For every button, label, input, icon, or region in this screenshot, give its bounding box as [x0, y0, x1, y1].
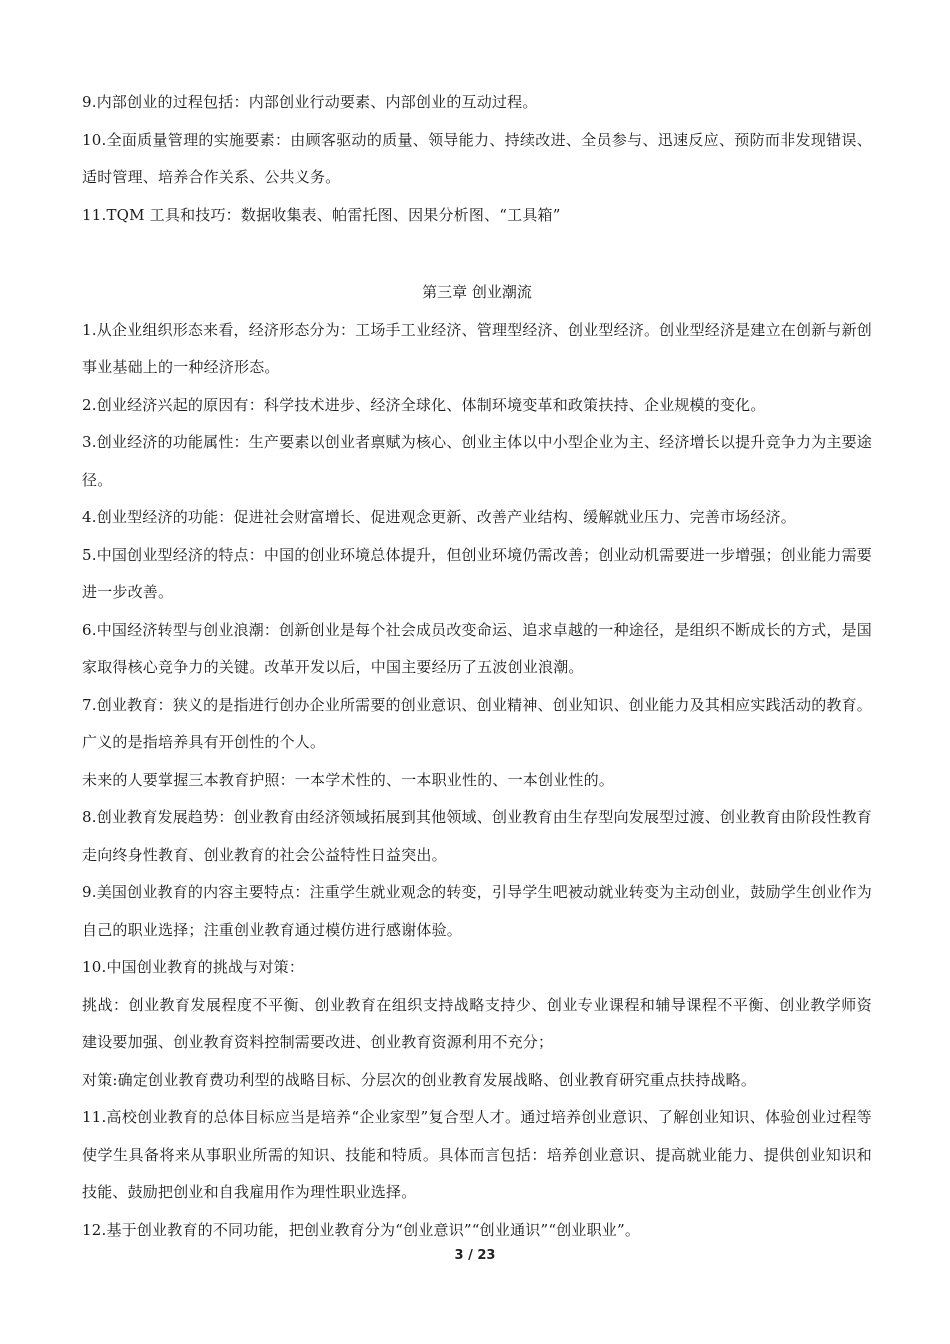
- section-gap: [82, 234, 872, 274]
- paragraph-10-strategy: 对策:确定创业教育费功利型的战略目标、分层次的创业教育发展战略、创业教育研究重点扶持战略。: [82, 1070, 757, 1089]
- paragraph-12: 12.基于创业教育的不同功能，把创业教育分为“创业意识”“创业通识”“创业职业”。: [82, 1220, 641, 1239]
- paragraph-10: 10.中国创业教育的挑战与对策：: [82, 958, 305, 976]
- paragraph-8: 8.创业教育发展趋势：创业教育由经济领域拓展到其他领域、创业教育由生存型向发展型过渡、创业教育由阶段性教育走向终身性教育、创业教育的社会公益特性日益突出。: [82, 808, 872, 864]
- paragraph-10-challenge: 挑战：创业教育发展程度不平衡、创业教育在组织支持战略支持少、创业专业课程和辅导课程不平衡、创业教学师资建设要加强、创业教育资料控制需要改进、创业教育资源利用不充分；: [82, 995, 872, 1051]
- paragraph-11: 11.高校创业教育的总体目标应当是培养“企业家型”复合型人才。通过培养创业意识、了解创业知识、体验创业过程等使学生具备将来从事职业所需的知识、技能和特质。具体而言包括：培养创业意识、提高就业能力、提供创业知识和技能、鼓励把创业和自我雇用作为理性职业选择。: [82, 1108, 872, 1201]
- paragraph-4: 4.创业型经济的功能：促进社会财富增长、促进观念更新、改善产业结构、缓解就业压力、完善市场经济。: [82, 508, 796, 526]
- paragraph-5: 5.中国创业型经济的特点：中国的创业环境总体提升，但创业环境仍需改善；创业动机需要进一步增强；创业能力需要进一步改善。: [82, 545, 872, 601]
- paragraph-7: 7.创业教育：狭义的是指进行创办企业所需要的创业意识、创业精神、创业知识、创业能力及其相应实践活动的教育。广义的是指培养具有开创性的个人。: [82, 695, 872, 751]
- page-number: 3 / 23: [454, 1248, 496, 1263]
- paragraph-9: 9.美国创业教育的内容主要特点：注重学生就业观念的转变，引导学生吧被动就业转变为主动创业，鼓励学生创业作为自己的职业选择；注重创业教育通过模仿进行感谢体验。: [82, 883, 872, 939]
- document-page: [82, 84, 872, 1249]
- paragraph-top-10: 10.全面质量管理的实施要素：由顾客驱动的质量、领导能力、持续改进、全员参与、迅速反应、预防而非发现错误、适时管理、培养合作关系、公共义务。: [82, 130, 872, 186]
- paragraph-6: 6.中国经济转型与创业浪潮：创新创业是每个社会成员改变命运、追求卓越的一种途径，是组织不断成长的方式，是国家取得核心竞争力的关键。改革开发以后，中国主要经历了五波创业浪潮。: [82, 620, 872, 676]
- paragraph-top-11: 11.TQM 工具和技巧：数据收集表、帕雷托图、因果分析图、“工具箱”: [82, 205, 561, 224]
- paragraph-top-9: 9.内部创业的过程包括：内部创业行动要素、内部创业的互动过程。: [82, 93, 538, 111]
- chapter-title: 第三章 创业潮流: [422, 283, 532, 301]
- paragraph-1: 1.从企业组织形态来看，经济形态分为：工场手工业经济、管理型经济、创业型经济。创业型经济是建立在创新与新创事业基础上的一种经济形态。: [82, 320, 872, 376]
- paragraph-2: 2.创业经济兴起的原因有：科学技术进步、经济全球化、体制环境变革和政策扶持、企业规模的变化。: [82, 395, 766, 414]
- paragraph-3: 3.创业经济的功能属性：生产要素以创业者禀赋为核心、创业主体以中小型企业为主、经济增长以提升竞争力为主要途径。: [82, 433, 872, 489]
- paragraph-7-note: 未来的人要掌握三本教育护照：一本学术性的、一本职业性的、一本创业性的。: [82, 770, 615, 789]
